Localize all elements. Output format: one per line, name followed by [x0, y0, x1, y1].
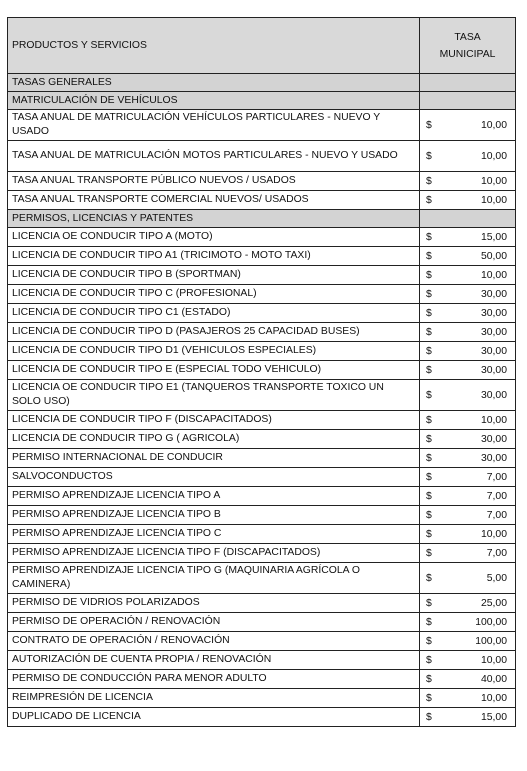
service-description	[8, 544, 420, 563]
table-row	[8, 411, 516, 430]
rate-value	[424, 119, 511, 132]
service-description	[8, 525, 420, 544]
service-description-text: TASA ANUAL DE MATRICULACIÓN VEHÍCULOS PARTICULARES - NUEVO Y USADO	[12, 112, 380, 137]
rate-value	[424, 364, 511, 377]
service-description-text: LICENCIA DE CONDUCIR TIPO D1 (VEHICULOS ESPECIALES)	[12, 345, 317, 356]
service-description	[8, 228, 420, 247]
rate-cell	[420, 487, 516, 506]
table-row	[8, 380, 516, 411]
rate-value	[424, 307, 511, 320]
service-description-text: PERMISO DE VIDRIOS POLARIZADOS	[12, 597, 200, 608]
table-row	[8, 342, 516, 361]
rate-amount: 25,00	[480, 597, 507, 609]
service-description-text: LICENCIA DE CONDUCIR TIPO E (ESPECIAL TODO VEHICULO)	[12, 364, 322, 375]
rate-cell	[420, 449, 516, 468]
service-description	[8, 449, 420, 468]
service-description	[8, 266, 420, 285]
service-description-text: TASA ANUAL TRANSPORTE COMERCIAL NUEVOS/ USADOS	[12, 194, 309, 205]
table-row	[8, 430, 516, 449]
service-description	[8, 110, 420, 141]
rate-cell	[420, 228, 516, 247]
currency-symbol: $	[426, 509, 432, 521]
service-description	[8, 468, 420, 487]
rate-cell	[420, 361, 516, 380]
currency-symbol: $	[426, 150, 432, 162]
rate-cell	[420, 613, 516, 632]
rate-value	[424, 490, 511, 503]
service-description	[8, 670, 420, 689]
rate-cell	[420, 689, 516, 708]
service-description-text: PERMISO APRENDIZAJE LICENCIA TIPO G (MAQUINARIA AGRÍCOLA O CAMINERA)	[12, 565, 360, 590]
table-row	[8, 563, 516, 594]
rate-cell	[420, 544, 516, 563]
rate-amount: 30,00	[480, 364, 507, 376]
rate-value	[424, 452, 511, 465]
section-row	[8, 74, 516, 92]
rate-cell	[420, 468, 516, 487]
table-row	[8, 323, 516, 342]
rate-amount: 10,00	[480, 269, 507, 281]
service-description-text: LICENCIA DE CONDUCIR TIPO C1 (ESTADO)	[12, 307, 231, 318]
rate-amount: 10,00	[480, 692, 507, 704]
header-row	[8, 18, 516, 74]
service-description-text: AUTORIZACIÓN DE CUENTA PROPIA / RENOVACIÓN	[12, 654, 272, 665]
section-title: TASAS GENERALES	[8, 74, 420, 92]
table-row	[8, 689, 516, 708]
rate-value	[424, 528, 511, 541]
table-row	[8, 525, 516, 544]
table-row	[8, 361, 516, 380]
service-description	[8, 304, 420, 323]
table-row	[8, 285, 516, 304]
table-row	[8, 544, 516, 563]
table-row	[8, 506, 516, 525]
rate-amount: 30,00	[480, 433, 507, 445]
service-description-text: PERMISO APRENDIZAJE LICENCIA TIPO B	[12, 509, 221, 520]
service-description	[8, 430, 420, 449]
service-description	[8, 651, 420, 670]
rate-amount: 30,00	[480, 288, 507, 300]
currency-symbol: $	[426, 414, 432, 426]
rate-cell	[420, 247, 516, 266]
currency-symbol: $	[426, 231, 432, 243]
rate-cell	[420, 506, 516, 525]
currency-symbol: $	[426, 490, 432, 502]
rate-amount: 7,00	[486, 471, 507, 483]
rate-amount: 10,00	[480, 654, 507, 666]
rate-amount: 7,00	[486, 547, 507, 559]
currency-symbol: $	[426, 635, 432, 647]
service-description-text: PERMISO DE CONDUCCIÓN PARA MENOR ADULTO	[12, 673, 267, 684]
section-blank-cell	[420, 92, 516, 110]
service-description	[8, 247, 420, 266]
rate-cell	[420, 670, 516, 689]
section-blank-cell	[420, 210, 516, 228]
rate-value	[424, 673, 511, 686]
rate-cell	[420, 411, 516, 430]
service-description	[8, 172, 420, 191]
rate-cell	[420, 304, 516, 323]
service-description	[8, 285, 420, 304]
section-row	[8, 210, 516, 228]
table-row	[8, 613, 516, 632]
rate-value	[424, 175, 511, 188]
rate-amount: 15,00	[480, 711, 507, 723]
table-row	[8, 304, 516, 323]
service-description	[8, 487, 420, 506]
rate-amount: 30,00	[480, 452, 507, 464]
rate-value	[424, 471, 511, 484]
service-description-text: LICENCIA DE CONDUCIR TIPO F (DISCAPACITADOS)	[12, 414, 272, 425]
rate-value	[424, 433, 511, 446]
section-title: MATRICULACIÓN DE VEHÍCULOS	[8, 92, 420, 110]
service-description	[8, 361, 420, 380]
rate-value	[424, 711, 511, 724]
table-row	[8, 141, 516, 172]
rate-cell	[420, 708, 516, 727]
header-products: PRODUCTOS Y SERVICIOS	[8, 18, 420, 74]
table-row	[8, 449, 516, 468]
currency-symbol: $	[426, 345, 432, 357]
rate-amount: 5,00	[486, 572, 507, 584]
rate-cell	[420, 285, 516, 304]
service-description-text: LICENCIA DE CONDUCIR TIPO B (SPORTMAN)	[12, 269, 241, 280]
header-rate-line1: TASA	[454, 31, 481, 43]
table-row	[8, 172, 516, 191]
currency-symbol: $	[426, 288, 432, 300]
table-row	[8, 468, 516, 487]
currency-symbol: $	[426, 269, 432, 281]
service-description	[8, 411, 420, 430]
service-description	[8, 613, 420, 632]
currency-symbol: $	[426, 119, 432, 131]
currency-symbol: $	[426, 692, 432, 704]
rate-cell	[420, 594, 516, 613]
rate-amount: 40,00	[480, 673, 507, 685]
rate-amount: 30,00	[480, 326, 507, 338]
service-description-text: LICENCIA OE CONDUCIR TIPO A (MOTO)	[12, 231, 213, 242]
rate-amount: 7,00	[486, 490, 507, 502]
table-row	[8, 708, 516, 727]
rate-value	[424, 288, 511, 301]
currency-symbol: $	[426, 528, 432, 540]
table-row	[8, 247, 516, 266]
service-description-text: LICENCIA DE CONDUCIR TIPO D (PASAJEROS 25 CAPACIDAD BUSES)	[12, 326, 360, 337]
rate-amount: 15,00	[480, 231, 507, 243]
rate-amount: 7,00	[486, 509, 507, 521]
section-blank-cell	[420, 74, 516, 92]
rate-amount: 50,00	[480, 250, 507, 262]
currency-symbol: $	[426, 307, 432, 319]
rate-value	[424, 389, 511, 402]
service-description-text: SALVOCONDUCTOS	[12, 471, 113, 482]
service-description-text: LICENCIA DE CONDUCIR TIPO C (PROFESIONAL)	[12, 288, 257, 299]
rate-value	[424, 326, 511, 339]
service-description	[8, 708, 420, 727]
table-row	[8, 191, 516, 210]
service-description	[8, 632, 420, 651]
section-row	[8, 92, 516, 110]
rate-amount: 30,00	[480, 389, 507, 401]
service-description	[8, 191, 420, 210]
table-row	[8, 594, 516, 613]
service-description-text: TASA ANUAL TRANSPORTE PÚBLICO NUEVOS / USADOS	[12, 175, 296, 186]
service-description-text: LICENCIA DE CONDUCIR TIPO G ( AGRICOLA)	[12, 433, 240, 444]
service-description-text: TASA ANUAL DE MATRICULACIÓN MOTOS PARTICULARES - NUEVO Y USADO	[12, 150, 398, 161]
service-description-text: PERMISO APRENDIZAJE LICENCIA TIPO C	[12, 528, 222, 539]
rate-cell	[420, 323, 516, 342]
table-row	[8, 651, 516, 670]
service-description	[8, 323, 420, 342]
currency-symbol: $	[426, 452, 432, 464]
currency-symbol: $	[426, 547, 432, 559]
currency-symbol: $	[426, 194, 432, 206]
rate-value	[424, 654, 511, 667]
rate-value	[424, 414, 511, 427]
rate-cell	[420, 266, 516, 285]
table-row	[8, 110, 516, 141]
service-description	[8, 380, 420, 411]
tax-rate-table	[7, 17, 516, 727]
rate-value	[424, 597, 511, 610]
rate-amount: 10,00	[480, 150, 507, 162]
rate-amount: 100,00	[475, 635, 507, 647]
rate-amount: 100,00	[475, 616, 507, 628]
service-description-text: PERMISO INTERNACIONAL DE CONDUCIR	[12, 452, 223, 463]
rate-value	[424, 345, 511, 358]
rate-value	[424, 616, 511, 629]
service-description-text: LICENCIA OE CONDUCIR TIPO E1 (TANQUEROS TRANSPORTE TOXICO UN SOLO USO)	[12, 382, 384, 407]
service-description	[8, 563, 420, 594]
rate-amount: 10,00	[480, 194, 507, 206]
currency-symbol: $	[426, 471, 432, 483]
rate-cell	[420, 342, 516, 361]
currency-symbol: $	[426, 175, 432, 187]
table-row	[8, 487, 516, 506]
rate-value	[424, 250, 511, 263]
service-description	[8, 594, 420, 613]
service-description-text: PERMISO DE OPERACIÓN / RENOVACIÓN	[12, 616, 221, 627]
service-description-text: PERMISO APRENDIZAJE LICENCIA TIPO F (DISCAPACITADOS)	[12, 547, 321, 558]
currency-symbol: $	[426, 572, 432, 584]
currency-symbol: $	[426, 711, 432, 723]
currency-symbol: $	[426, 250, 432, 262]
table-row	[8, 266, 516, 285]
service-description	[8, 689, 420, 708]
service-description	[8, 342, 420, 361]
rate-value	[424, 509, 511, 522]
rate-cell	[420, 430, 516, 449]
service-description-text: REIMPRESIÓN DE LICENCIA	[12, 692, 153, 703]
rate-amount: 30,00	[480, 345, 507, 357]
rate-cell	[420, 525, 516, 544]
section-title: PERMISOS, LICENCIAS Y PATENTES	[8, 210, 420, 228]
header-rate-line2: MUNICIPAL	[439, 48, 496, 60]
rate-cell	[420, 651, 516, 670]
rate-cell	[420, 563, 516, 594]
service-description	[8, 506, 420, 525]
rate-value	[424, 692, 511, 705]
rate-cell	[420, 191, 516, 210]
table-row	[8, 670, 516, 689]
rate-value	[424, 150, 511, 163]
currency-symbol: $	[426, 654, 432, 666]
rate-value	[424, 635, 511, 648]
currency-symbol: $	[426, 616, 432, 628]
rate-amount: 10,00	[480, 414, 507, 426]
table-row	[8, 228, 516, 247]
rate-amount: 10,00	[480, 119, 507, 131]
rate-amount: 30,00	[480, 307, 507, 319]
currency-symbol: $	[426, 673, 432, 685]
currency-symbol: $	[426, 326, 432, 338]
header-rate	[420, 18, 516, 74]
rate-value	[424, 547, 511, 560]
currency-symbol: $	[426, 433, 432, 445]
currency-symbol: $	[426, 389, 432, 401]
currency-symbol: $	[426, 597, 432, 609]
service-description	[8, 141, 420, 172]
table-row	[8, 632, 516, 651]
service-description-text: CONTRATO DE OPERACIÓN / RENOVACIÓN	[12, 635, 230, 646]
service-description-text: LICENCIA DE CONDUCIR TIPO A1 (TRICIMOTO - MOTO TAXI)	[12, 250, 311, 261]
rate-value	[424, 269, 511, 282]
service-description-text: PERMISO APRENDIZAJE LICENCIA TIPO A	[12, 490, 221, 501]
rate-value	[424, 231, 511, 244]
table-body	[8, 74, 516, 727]
service-description-text: DUPLICADO DE LICENCIA	[12, 711, 141, 722]
rate-cell	[420, 172, 516, 191]
rate-cell	[420, 380, 516, 411]
rate-cell	[420, 632, 516, 651]
currency-symbol: $	[426, 364, 432, 376]
rate-amount: 10,00	[480, 175, 507, 187]
rate-value	[424, 572, 511, 585]
rate-cell	[420, 141, 516, 172]
rate-value	[424, 194, 511, 207]
rate-amount: 10,00	[480, 528, 507, 540]
rate-cell	[420, 110, 516, 141]
